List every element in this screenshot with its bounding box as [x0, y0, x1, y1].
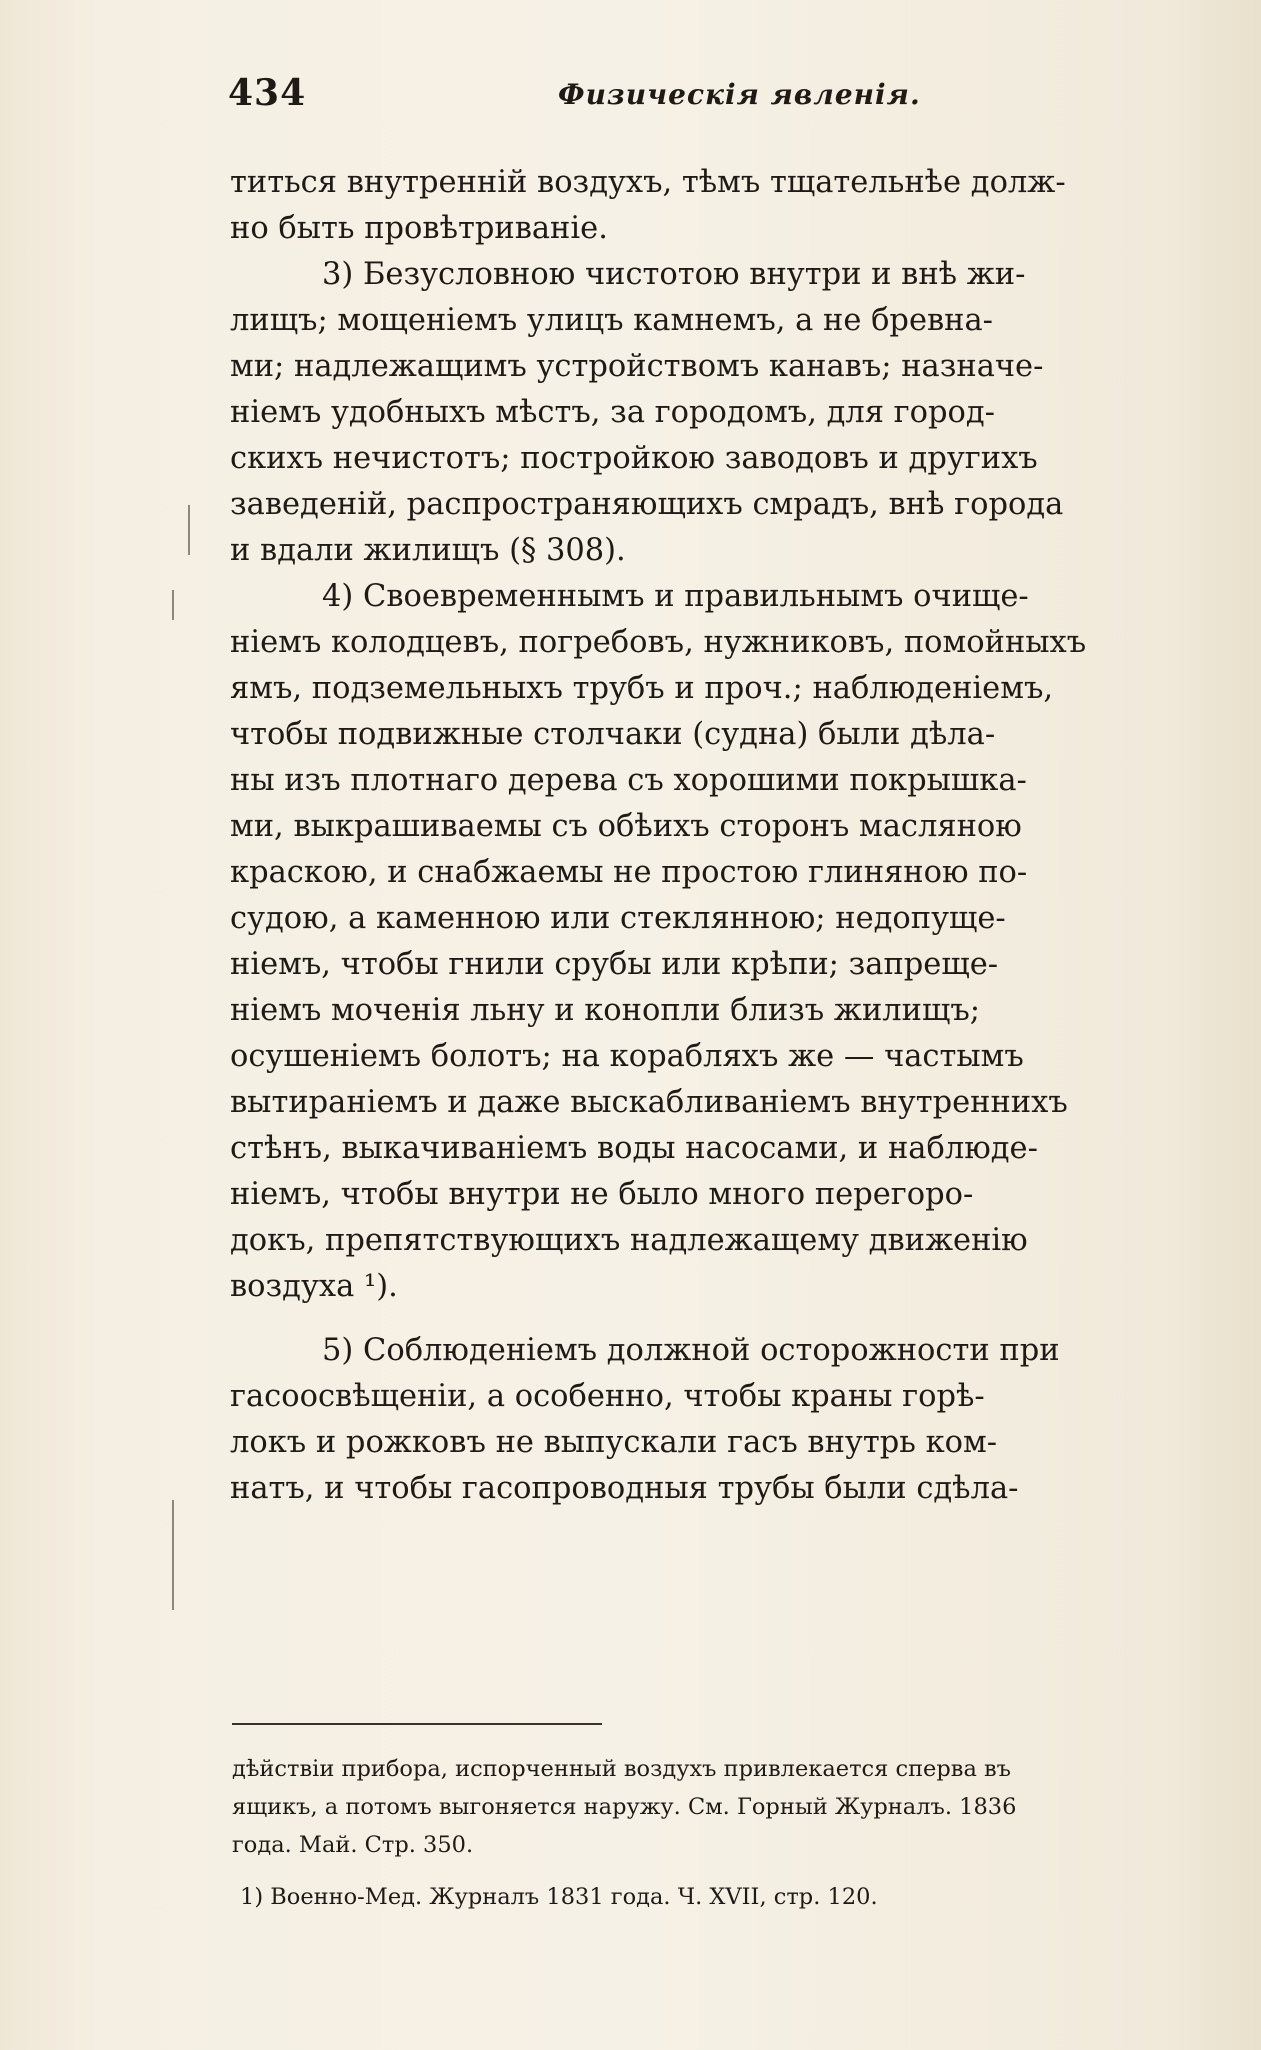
text-line: ми, выкрашиваемы съ обѣихъ сторонъ масляною	[230, 809, 1022, 844]
footnote-line: ящикъ, а потомъ выгоняется наружу. См. Горный Журналъ. 1836	[232, 1794, 1017, 1820]
footnote-continued	[232, 1750, 1242, 1864]
text-line: ямъ, подземельныхъ трубъ и проч.; наблюденіемъ,	[230, 671, 1054, 706]
text-line: ніемъ удобныхъ мѣстъ, за городомъ, для город-	[230, 395, 995, 430]
running-head: Физическія явленія.	[558, 78, 921, 111]
paragraph-gap	[230, 1310, 1240, 1328]
text-line: и вдали жилищъ (§ 308).	[230, 533, 626, 568]
text-line: ніемъ, чтобы гнили срубы или крѣпи; запреще-	[230, 947, 999, 982]
text-line: краскою, и снабжаемы не простою глиняною по-	[230, 855, 1028, 890]
text-line: локъ и рожковъ не выпускали гасъ внутрь ком-	[230, 1425, 998, 1460]
margin-pencil-mark	[172, 1500, 174, 1610]
footnote-line: дѣйствіи прибора, испорченный воздухъ привлекается сперва въ	[232, 1756, 1011, 1782]
paragraph-item-5	[230, 1328, 1240, 1512]
footnote-line: года. Май. Стр. 350.	[232, 1832, 474, 1858]
text-line: чтобы подвижные столчаки (судна) были дѣла-	[230, 717, 996, 752]
text-line: ніемъ, чтобы внутри не было много перегоро-	[230, 1177, 974, 1212]
text-line: вытираніемъ и даже выскабливаніемъ внутреннихъ	[230, 1085, 1068, 1120]
text-line: лищъ; мощеніемъ улицъ камнемъ, а не бревна-	[230, 303, 993, 338]
text-line: докъ, препятствующихъ надлежащему движенію	[230, 1223, 1028, 1258]
footnote-1: 1) Военно-Мед. Журналъ 1831 года. Ч. XVII, стр. 120.	[240, 1884, 878, 1910]
text-line: 3) Безусловною чистотою внутри и внѣ жи-	[322, 257, 1026, 292]
paragraph-item-3	[230, 252, 1240, 574]
text-line: ми; надлежащимъ устройствомъ канавъ; назначе-	[230, 349, 1044, 384]
margin-pencil-mark	[188, 505, 190, 555]
text-line: но быть провѣтриваніе.	[230, 211, 608, 246]
text-line: воздуха ¹).	[230, 1269, 398, 1304]
text-line: осушеніемъ болотъ; на корабляхъ же — частымъ	[230, 1039, 1024, 1074]
text-line: гасоосвѣщеніи, а особенно, чтобы краны горѣ-	[230, 1379, 985, 1414]
text-line: натъ, и чтобы гасопроводныя трубы были сдѣла-	[230, 1471, 1019, 1506]
text-line: стѣнъ, выкачиваніемъ воды насосами, и наблюде-	[230, 1131, 1038, 1166]
text-line: титься внутренній воздухъ, тѣмъ тщательнѣе долж-	[230, 165, 1066, 200]
body-text	[230, 160, 1240, 1512]
text-line: судою, а каменною или стеклянною; недопуще-	[230, 901, 1006, 936]
footnotes	[232, 1750, 1242, 1916]
text-line: скихъ нечистотъ; постройкою заводовъ и другихъ	[230, 441, 1038, 476]
margin-pencil-mark	[172, 590, 174, 620]
paragraph-continuation	[230, 160, 1240, 252]
text-line: ны изъ плотнаго дерева съ хорошими покрышка-	[230, 763, 1027, 798]
text-line: ніемъ моченія льну и конопли близъ жилищъ;	[230, 993, 981, 1028]
text-line: ніемъ колодцевъ, погребовъ, нужниковъ, помойныхъ	[230, 625, 1087, 660]
page-number: 434	[228, 72, 307, 114]
page-header	[228, 72, 1064, 122]
text-line: 5) Соблюденіемъ должной осторожности при	[322, 1333, 1060, 1368]
text-line: 4) Своевременнымъ и правильнымъ очище-	[322, 579, 1029, 614]
footnote-rule	[232, 1723, 602, 1725]
paragraph-item-4	[230, 574, 1240, 1310]
text-line: заведеній, распространяющихъ смрадъ, внѣ города	[230, 487, 1064, 522]
